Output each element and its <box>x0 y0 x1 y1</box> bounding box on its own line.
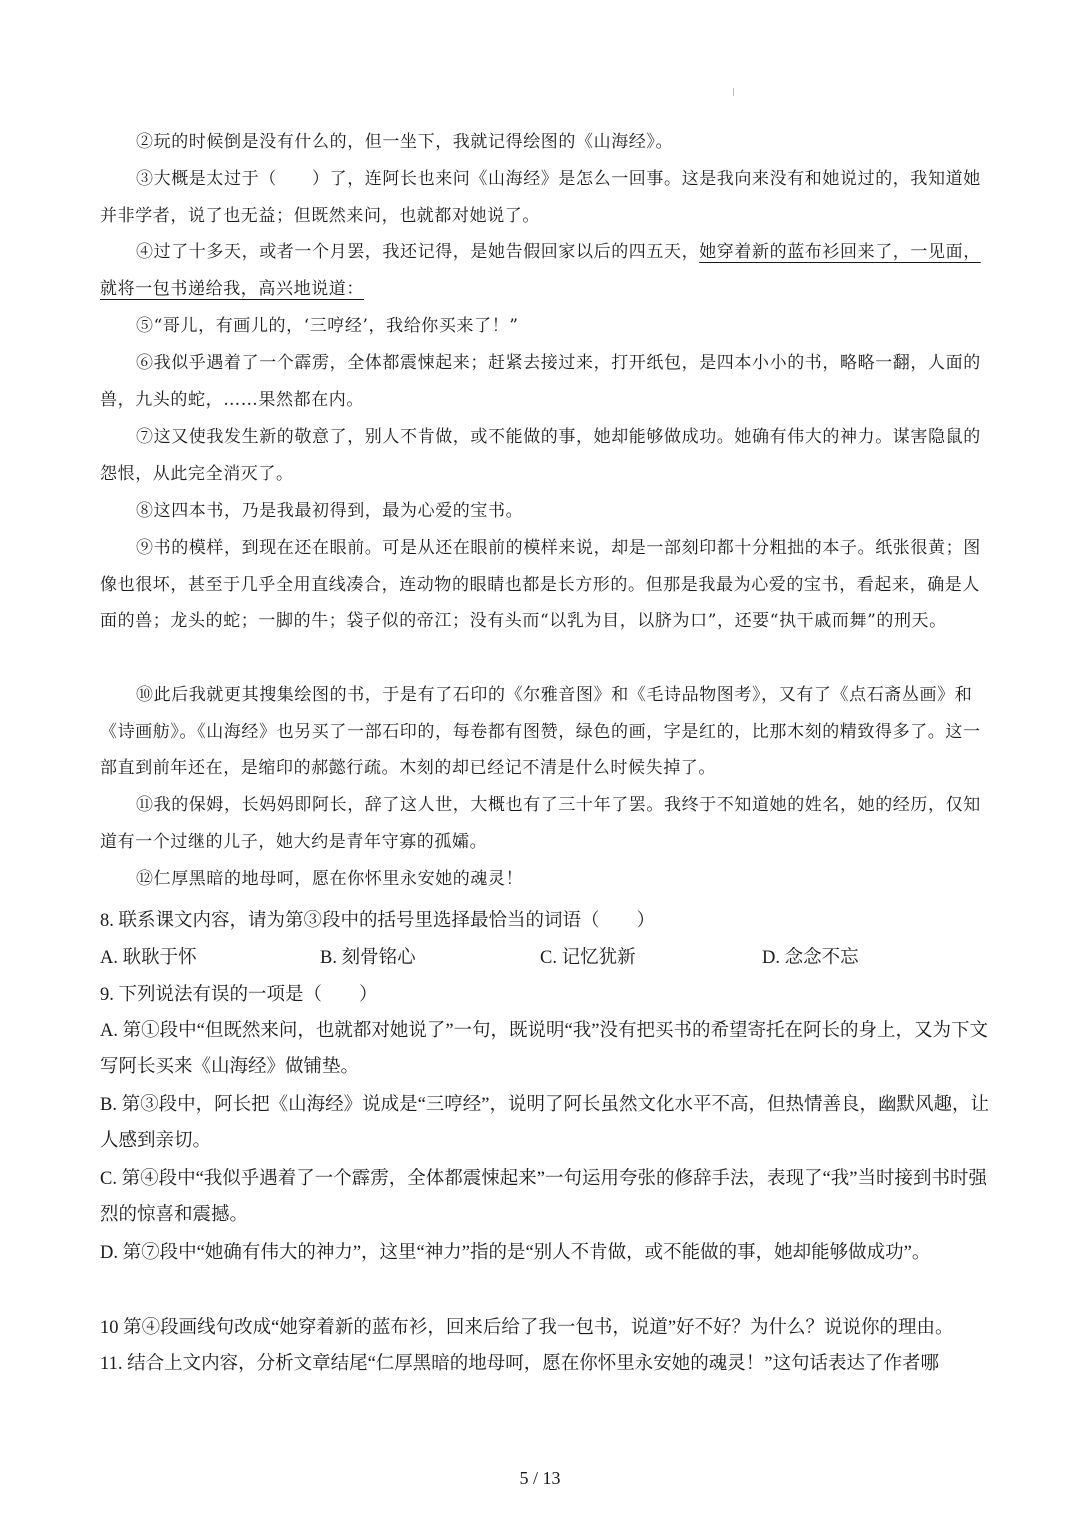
paragraph-7: ⑦这又使我发生新的敬意了，别人不肯做，或不能做的事，她却能够做成功。她确有伟大的神力。谋害隐鼠的怨恨，从此完全消灭了。 <box>100 427 981 484</box>
question-9-stem: 9. 下列说法有误的一项是（ ） <box>100 985 378 1005</box>
question-11: 11. 结合上文内容，分析文章结尾“仁厚黑暗的地母呵，愿在你怀里永安她的魂灵！”这句话表达了作者哪 <box>100 1354 939 1374</box>
question-8-options <box>100 940 992 976</box>
question-8-stem: 8. 联系课文内容，请为第③段中的括号里选择最恰当的词语（ ） <box>100 911 656 931</box>
question-8-option-d[interactable]: D. 念念不忘 <box>762 948 859 968</box>
paragraph-4-underlined-sentence: 她穿着新的蓝布衫回来了，一见面，就将一包书递给我，高兴地说道： <box>100 242 981 299</box>
paragraph-10: ⑩此后我就更其搜集绘图的书，于是有了石印的《尔雅音图》和《毛诗品物图考》，又有了《点石斋丛画》和《诗画舫》。《山海经》也另买了一部石印的，每卷都有图赞，绿色的画，字是红的，比那木刻的精致得多了。这一部直到前年还在，是缩印的郝懿行疏。木刻的却已经记不清是什么时候失掉了。 <box>100 685 981 778</box>
paragraph-3: ③大概是太过于（ ）了，连阿长也来问《山海经》是怎么一回事。这是我向来没有和她说过的，我知道她并非学者，说了也无益；但既然来问，也就都对她说了。 <box>100 169 981 226</box>
question-8-option-c[interactable]: C. 记忆犹新 <box>540 948 636 968</box>
paragraph-5: ⑤“哥儿，有画儿的，‘三哼经’，我给你买来了！” <box>136 316 519 336</box>
paragraph-11: ⑪我的保姆，长妈妈即阿长，辞了这人世，大概也有了三十年了罢。我终于不知道她的姓名，她的经历，仅知道有一个过继的儿子，她大约是青年守寡的孤孀。 <box>100 795 981 852</box>
question-9-option-b[interactable]: B. 第③段中，阿长把《山海经》说成是“三哼经”，说明了阿长虽然文化水平不高，但热情善良，幽默风趣，让人感到亲切。 <box>100 1095 990 1151</box>
question-8-option-a[interactable]: A. 耿耿于怀 <box>100 948 197 968</box>
paragraph-9: ⑨书的模样，到现在还在眼前。可是从还在眼前的模样来说，却是一部刻印都十分粗拙的本子。纸张很黄；图像也很坏，甚至于几乎全用直线凑合，连动物的眼睛也都是长方形的。但那是我最为心爱的宝书，看起来，确是人面的兽；龙头的蛇；一脚的牛；袋子似的帝江；没有头而“以乳为目，以脐为口”，还要“执干戚而舞”的刑天。 <box>100 538 981 631</box>
question-9-option-a[interactable]: A. 第①段中“但既然来问，也就都对她说了”一句，既说明“我”没有把买书的希望寄托在阿长的身上，又为下文写阿长买来《山海经》做铺垫。 <box>100 1021 988 1077</box>
scan-mark <box>733 88 734 96</box>
question-8-option-b[interactable]: B. 刻骨铭心 <box>320 948 416 968</box>
paragraph-12: ⑫仁厚黑暗的地母呵，愿在你怀里永安她的魂灵！ <box>136 869 524 889</box>
paragraph-4 <box>100 234 985 307</box>
paragraph-6: ⑥我似乎遇着了一个霹雳，全体都震悚起来；赶紧去接过来，打开纸包，是四本小小的书，略略一翻，人面的兽，九头的蛇，……果然都在内。 <box>100 353 981 410</box>
page-number: 5 / 13 <box>519 1468 561 1488</box>
paragraph-8: ⑧这四本书，乃是我最初得到，最为心爱的宝书。 <box>136 501 524 521</box>
paragraph-4-text: ④过了十多天，或者一个月罢，我还记得，是她告假回家以后的四五天， <box>136 242 700 262</box>
question-9-option-d[interactable]: D. 第⑦段中“她确有伟大的神力”，这里“神力”指的是“别人不肯做，或不能做的事，她却能够做成功”。 <box>100 1243 931 1263</box>
paragraph-2: ②玩的时候倒是没有什么的，但一坐下，我就记得绘图的《山海经》。 <box>136 132 674 152</box>
question-10: 10 第④段画线句改成“她穿着新的蓝布衫，回来后给了我一包书，说道”好不好？为什么？说说你的理由。 <box>100 1318 954 1338</box>
question-9-option-c[interactable]: C. 第④段中“我似乎遇着了一个霹雳，全体都震悚起来”一句运用夸张的修辞手法，表现了“我”当时接到书时强烈的惊喜和震撼。 <box>100 1169 987 1225</box>
